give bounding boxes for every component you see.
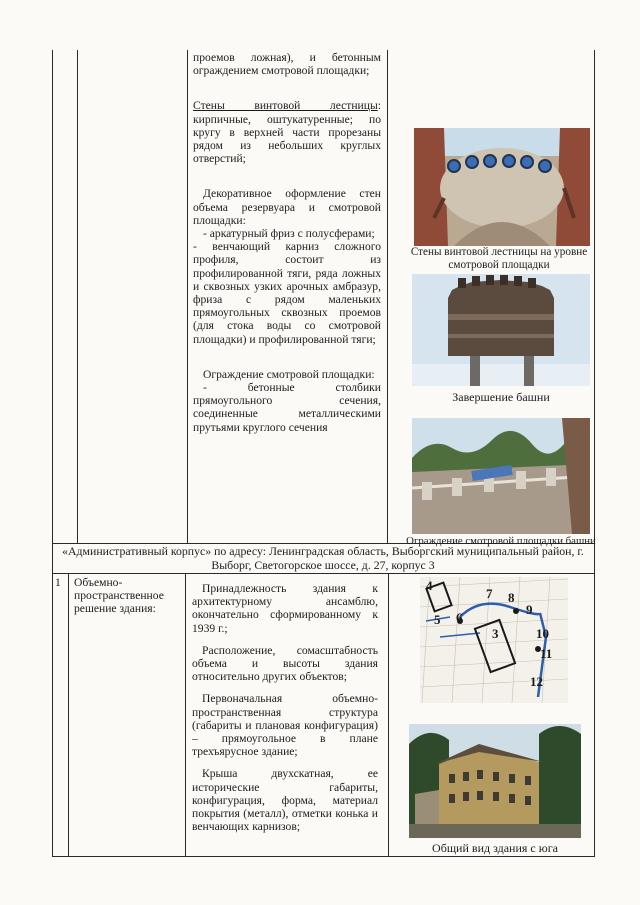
railing-item: - бетонные столбики прямоугольного сечения, соединенные металлическими прутьями круглого сечения [193,381,381,434]
site-plan-map [420,577,568,703]
row-number: 1 [55,576,61,589]
map-label-11: 11 [540,646,553,661]
decor-item-cornice: - венчающий карниз сложного профиля, состоит из профилированной тяги, ряда ложных и сквозных узких арочных амбразур, фриза с рядом маленьких прямоугольных сквозных проемов (для стока воды со смотровой площадки) и профилированной тяги; [193,240,381,346]
paragraph-ensemble: Принадлежность здания к архитектурному ансамблю, окончательно сформированному к 1939 г.; [192,582,378,635]
paragraph-ledge: проемов ложная), и бетонным ограждением смотровой площадки; [193,51,381,78]
table-border-left [52,50,53,543]
paragraph-roof: Крыша двухскатная, ее исторические габариты, конфигурация, форма, материал покрытия (металл), отметки конька и венчающих карнизов; [192,767,378,834]
paragraph-structure: Первоначальная объемно-пространственная структура (габариты и плановая конфигурация) – прямоугольное в плане трехъярусное здание; [192,692,378,759]
table-rule-bottom [52,856,595,857]
caption-building-south: Общий вид здания с юга [432,841,558,855]
map-label-12: 12 [530,674,543,689]
map-label-10: 10 [536,626,549,641]
section1-text-cell [193,51,381,434]
paragraph-location: Расположение, сомасштабность объема и высоты здания относительно других объектов; [192,643,378,684]
building-header-row: «Административный корпус» по адресу: Ленинградская область, Выборгский муниципальный район, г. Выборг, Светогорское шоссе, д. 27, корпус 3 [62,544,584,572]
table-col-divider-3b [388,573,389,857]
map-label-4: 4 [426,578,433,593]
table-col-divider-2 [187,50,188,543]
paragraph-stair-walls [193,99,381,165]
stair-walls-text: : кирпичные, оштукатуренные; по кругу в верхней части прорезаны рядом из небольших круглых отверстий; [193,99,381,166]
row-title: Объемно-пространственное решение здания: [74,576,164,616]
photo-railing [412,418,590,534]
map-label-5: 5 [434,612,441,627]
map-label-9: 9 [526,602,533,617]
caption-stair-walls: Стены винтовой лестницы на уровне смотровой площадки [410,246,588,271]
map-label-7: 7 [486,586,493,601]
table-border-right [594,50,595,857]
table-col-divider-3 [387,50,388,543]
photo-tower-top [412,274,590,386]
section2-text-cell [192,582,378,833]
caption-tower-top: Завершение башни [452,390,550,404]
caption-railing: Ограждение смотровой площадки башни [406,535,596,547]
photo-building-south [409,724,581,838]
paragraph-railing: Ограждение смотровой площадки: [203,367,375,381]
table-col-divider-1b [68,573,69,857]
photo-stair-walls [414,128,590,246]
map-label-6: 6 [456,610,463,625]
table-rule-header-bottom [52,573,595,574]
table-col-divider-1 [77,50,78,543]
table-border-left-2 [52,543,53,857]
map-label-3: 3 [492,626,499,641]
table-col-divider-2b [185,573,186,857]
stair-walls-title: Стены винтовой лестницы [193,99,378,113]
map-label-8: 8 [508,590,515,605]
paragraph-decor: Декоративное оформление стен объема резервуара и смотровой площадки: [193,187,381,227]
decor-item-frieze: - аркатурный фриз с полусферами; [203,227,375,241]
